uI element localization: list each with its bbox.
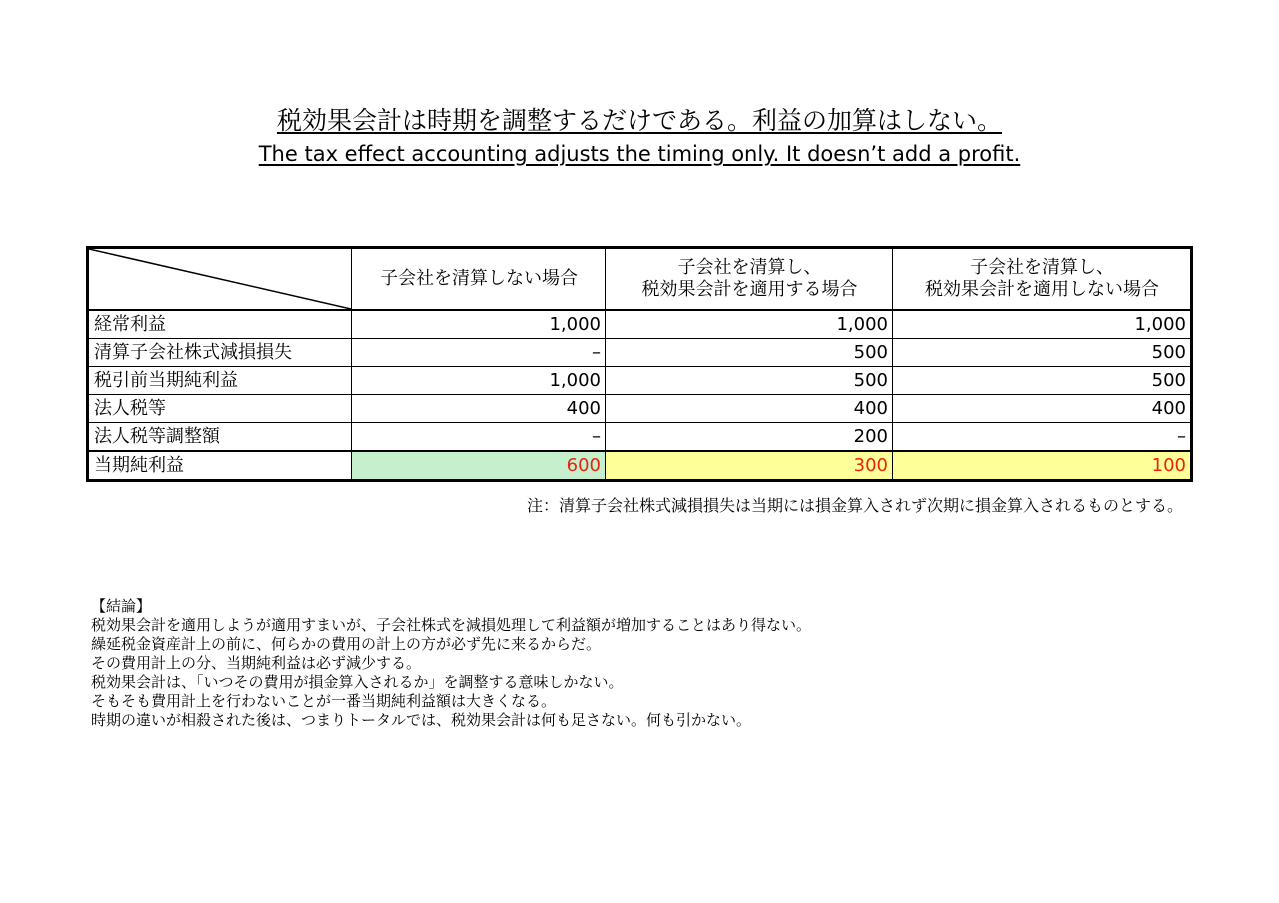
column-header-line: 子会社を清算しない場合 <box>380 268 578 289</box>
net-income-row <box>88 451 1192 481</box>
corner-cell <box>88 248 352 311</box>
table-cell: 500 <box>606 339 893 367</box>
column-header-no-liquidation <box>352 248 606 311</box>
conclusion-line: 税効果会計を適用しようが適用すまいが、子会社株式を減損処理して利益額が増加することはあり得ない。 <box>91 616 812 634</box>
table-row <box>88 367 1192 395</box>
row-label: 当期純利益 <box>88 451 352 481</box>
table-cell: – <box>352 423 606 452</box>
table-cell: 1,000 <box>606 310 893 339</box>
conclusion-heading: 【結論】 <box>91 597 152 615</box>
table-cell: – <box>352 339 606 367</box>
row-label: 税引前当期純利益 <box>88 367 352 395</box>
page-title: 税効果会計は時期を調整するだけである。利益の加算はしない。 <box>276 106 1002 135</box>
conclusion-line: その費用計上の分、当期純利益は必ず減少する。 <box>91 654 422 672</box>
row-label: 法人税等 <box>88 395 352 423</box>
conclusion-line: 税効果会計は、「いつその費用が損金算入されるか」を調整する意味しかない。 <box>91 673 624 691</box>
comparison-table <box>86 246 1193 482</box>
column-header-line: 子会社を清算し、 <box>677 257 822 278</box>
column-header-line: 子会社を清算し、 <box>970 257 1114 278</box>
table-row <box>88 423 1192 452</box>
page-subtitle: The tax effect accounting adjusts the timing only. It doesn’t add a profit. <box>258 142 1021 166</box>
row-label: 経常利益 <box>88 310 352 339</box>
row-label: 清算子会社株式減損損失 <box>88 339 352 367</box>
column-header-liquidation-with-tax-effect <box>606 248 893 311</box>
table-cell: 400 <box>893 395 1192 423</box>
table-row <box>88 395 1192 423</box>
table-row <box>88 339 1192 367</box>
table-cell: 500 <box>893 367 1192 395</box>
table-cell: – <box>893 423 1192 452</box>
conclusion-line: 繰延税金資産計上の前に、何らかの費用の計上の方が必ず先に来るからだ。 <box>91 635 602 653</box>
table-cell: 400 <box>352 395 606 423</box>
net-income-cell: 100 <box>893 451 1192 481</box>
column-header-liquidation-without-tax-effect <box>893 248 1192 311</box>
table-cell: 500 <box>893 339 1192 367</box>
table-footnote: 注：清算子会社株式減損損失は当期には損金算入されず次期に損金算入されるものとする。 <box>526 496 1183 515</box>
table-cell: 1,000 <box>893 310 1192 339</box>
conclusion-line: そもそも費用計上を行わないことが一番当期純利益額は大きくなる。 <box>91 692 557 710</box>
column-header-line: 税効果会計を適用する場合 <box>641 279 858 300</box>
table-row <box>88 310 1192 339</box>
table-cell: 1,000 <box>352 310 606 339</box>
header-row <box>88 248 1192 311</box>
conclusion-line: 時期の違いが相殺された後は、つまりトータルでは、税効果会計は何も足さない。何も引かない。 <box>91 711 752 729</box>
table-cell: 200 <box>606 423 893 452</box>
row-label: 法人税等調整額 <box>88 423 352 452</box>
net-income-cell: 600 <box>352 451 606 481</box>
net-income-cell: 300 <box>606 451 893 481</box>
diagonal-line <box>89 249 351 309</box>
table-cell: 500 <box>606 367 893 395</box>
table-cell: 1,000 <box>352 367 606 395</box>
column-header-line: 税効果会計を適用しない場合 <box>925 279 1159 300</box>
conclusion-section <box>91 597 811 730</box>
table-cell: 400 <box>606 395 893 423</box>
